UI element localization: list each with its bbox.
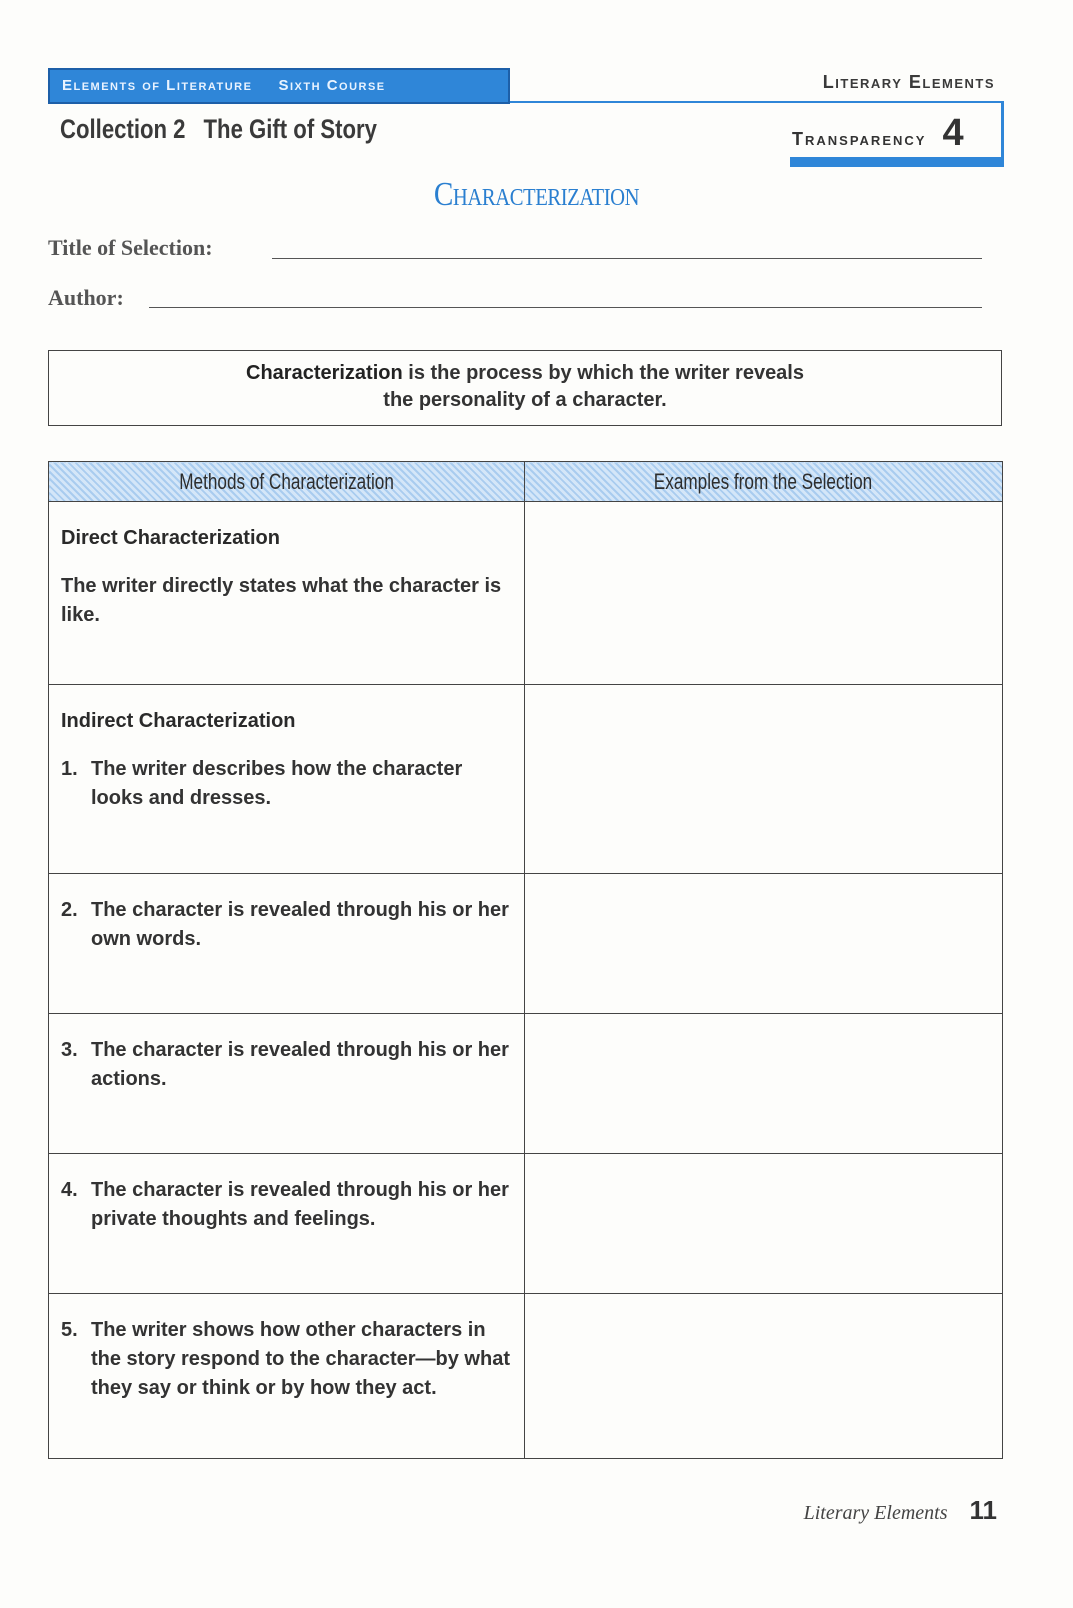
table-row bbox=[49, 1294, 1003, 1459]
example-cell[interactable] bbox=[525, 502, 1003, 685]
transparency-label bbox=[792, 112, 964, 155]
selection-label: Title of Selection: bbox=[48, 235, 213, 260]
table-row bbox=[49, 685, 1003, 874]
page-footer bbox=[804, 1495, 997, 1526]
method-cell bbox=[49, 1014, 525, 1154]
row-text: The character is revealed through his or her actions. bbox=[91, 1039, 509, 1090]
row-text: The character is revealed through his or her own words. bbox=[91, 899, 509, 950]
item-number: 1. bbox=[61, 758, 78, 780]
row-heading: Direct Characterization bbox=[61, 527, 280, 549]
item-number: 2. bbox=[61, 899, 78, 921]
table-row bbox=[49, 1014, 1003, 1154]
row-text: The writer directly states what the character is like. bbox=[61, 575, 502, 626]
methods-header: Methods of Characterization bbox=[49, 462, 525, 502]
table-row bbox=[49, 1154, 1003, 1294]
banner-book-title: Elements of Literature bbox=[62, 77, 253, 94]
method-cell bbox=[49, 685, 525, 874]
section-label: Literary Elements bbox=[822, 72, 995, 92]
definition-text-2: the personality of a character. bbox=[383, 389, 667, 411]
footer-label: Literary Elements bbox=[803, 1502, 948, 1524]
course-banner bbox=[48, 68, 510, 104]
page-number: 11 bbox=[969, 1495, 997, 1525]
example-cell[interactable] bbox=[525, 1014, 1003, 1154]
row-text: The writer shows how other characters in the story respond to the character—by what they say or think or by how they act. bbox=[91, 1319, 510, 1399]
item-number: 4. bbox=[61, 1179, 78, 1201]
row-text: The writer describes how the character looks and dresses. bbox=[91, 758, 463, 809]
table-row bbox=[49, 874, 1003, 1014]
definition-text: is the process by which the writer reveals bbox=[402, 362, 804, 384]
transparency-bar bbox=[790, 157, 1004, 167]
method-cell bbox=[49, 1294, 525, 1459]
banner-course: Sixth Course bbox=[278, 77, 386, 94]
page-title: Characterization bbox=[433, 176, 640, 213]
method-cell bbox=[49, 502, 525, 685]
collection-title: The Gift of Story bbox=[203, 114, 377, 144]
collection-heading bbox=[60, 114, 377, 145]
example-cell[interactable] bbox=[525, 874, 1003, 1014]
selection-input-line[interactable] bbox=[272, 258, 982, 259]
definition-term: Characterization bbox=[246, 362, 403, 384]
characterization-table bbox=[48, 461, 1003, 1459]
transparency-number: 4 bbox=[942, 112, 964, 154]
method-cell bbox=[49, 1154, 525, 1294]
example-cell[interactable] bbox=[525, 685, 1003, 874]
table-row bbox=[49, 502, 1003, 685]
collection-number: Collection 2 bbox=[60, 114, 186, 144]
definition-box bbox=[48, 350, 1002, 426]
example-cell[interactable] bbox=[525, 1294, 1003, 1459]
row-text: The character is revealed through his or her private thoughts and feelings. bbox=[91, 1179, 509, 1230]
row-heading: Indirect Characterization bbox=[61, 710, 296, 732]
author-label: Author: bbox=[48, 285, 124, 310]
method-cell bbox=[49, 874, 525, 1014]
examples-header: Examples from the Selection bbox=[525, 462, 1003, 502]
transparency-word: Transparency bbox=[792, 129, 927, 149]
author-input-line[interactable] bbox=[149, 307, 982, 308]
item-number: 5. bbox=[61, 1319, 78, 1341]
item-number: 3. bbox=[61, 1039, 78, 1061]
example-cell[interactable] bbox=[525, 1154, 1003, 1294]
